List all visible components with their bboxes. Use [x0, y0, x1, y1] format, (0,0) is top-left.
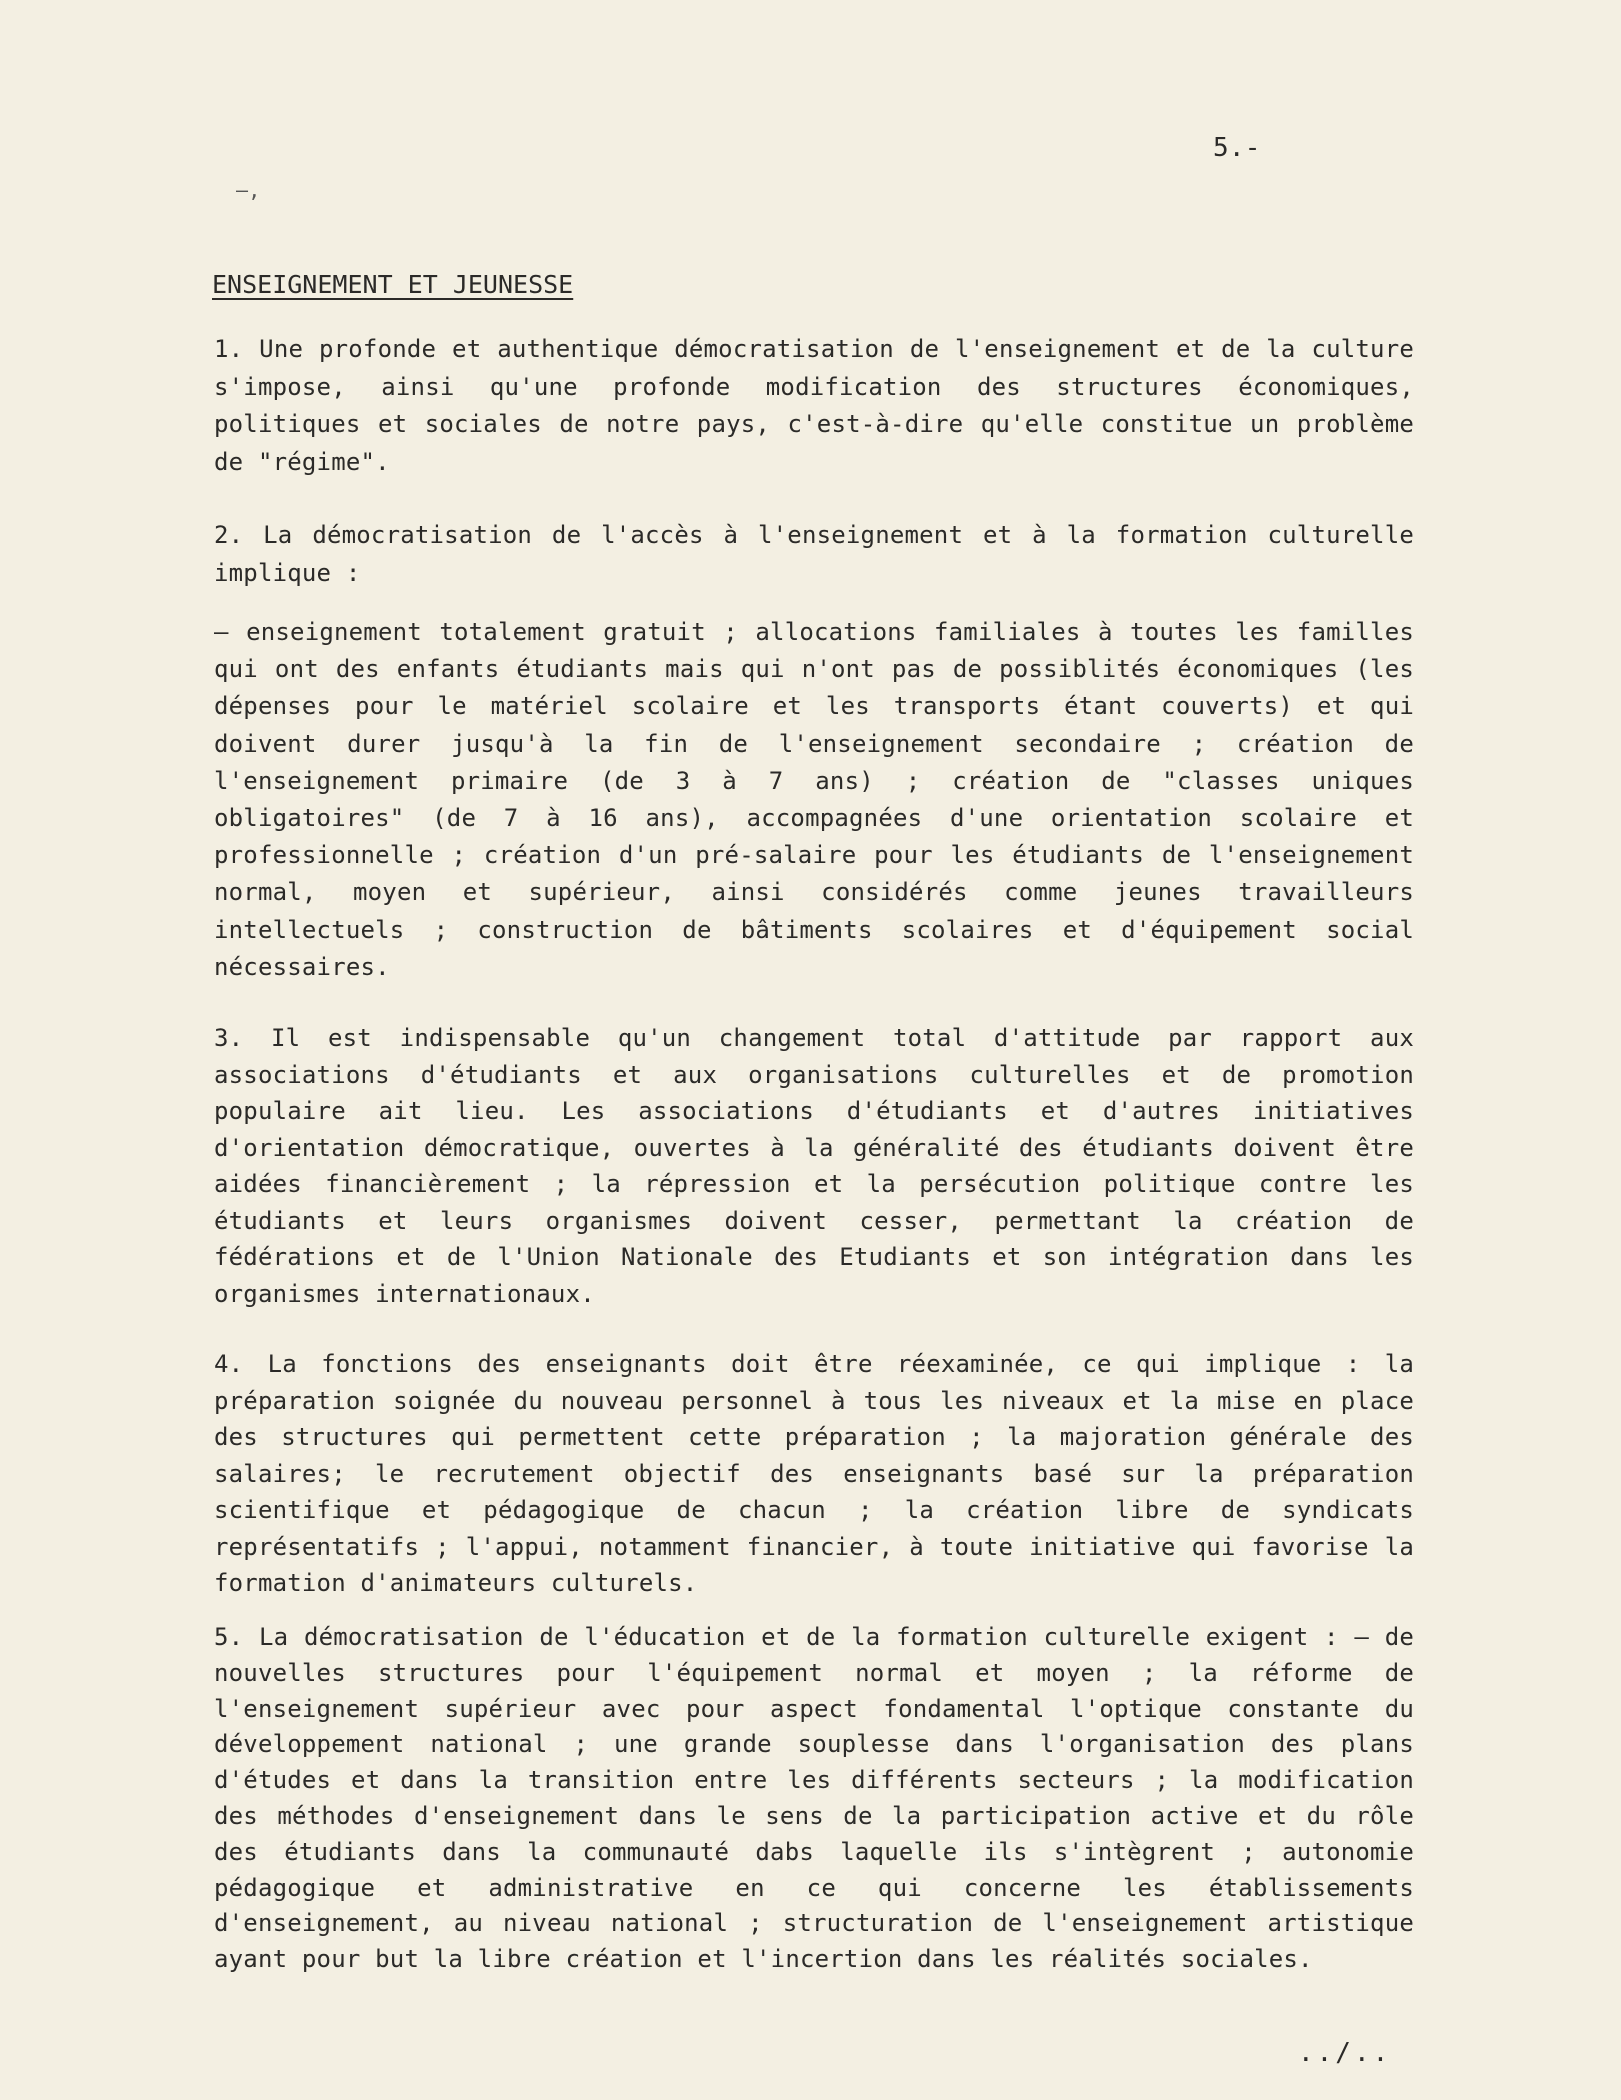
paragraph-5: 5. La démocratisation de l'éducation et de la formation culturelle exigent : – de nouvelles structures pour l'équipement normal et moyen ; la réforme de l'enseignement supérieur avec pour aspect fondamental l'optique constante du développement national ; une grande souplesse dans l'organisation des plans d'études et dans la transition entre les différents secteurs ; la modification des méthodes d'enseignement dans le sens de la participation active et du rôle des étudiants dans la communauté dabs laquelle ils s'intègrent ; autonomie pédagogique et administrative en ce qui concerne les établissements d'enseignement, au niveau national ; structuration de l'enseignement artistique ayant pour but la libre création et l'incertion dans les réalités sociales. [214, 1623, 1414, 1974]
page-number: 5.- [1213, 133, 1261, 163]
paragraph-2: 2. La démocratisation de l'accès à l'enseignement et à la formation culturelle implique : [214, 521, 1414, 587]
paragraph-3: 3. Il est indispensable qu'un changement total d'attitude par rapport aux associations d'étudiants et aux organisations culturelles et de promotion populaire ait lieu. Les associations d'étudiants et d'autres initiatives d'orientation démocratique, ouvertes à la généralité des étudiants doivent être aidées financièrement ; la répression et la persécution politique contre les étudiants et leurs organismes doivent cesser, permettant la création de fédérations et de l'Union Nationale des Etudiants et son intégration dans les organismes internationaux. [214, 1024, 1414, 1308]
continuation-mark: ../.. [1298, 2038, 1392, 2068]
paragraph-1: 1. Une profonde et authentique démocratisation de l'enseignement et de la culture s'impose, ainsi qu'une profonde modification des structures économiques, politiques et sociales de notre pays, c'est-à-dire qu'elle constitue un problème de "régime". [214, 335, 1414, 476]
paragraph-2-list: – enseignement totalement gratuit ; allocations familiales à toutes les familles qui ont des enfants étudiants mais qui n'ont pas de possiblités économiques (les dépenses pour le matériel scolaire et les transports étant couverts) et qui doivent durer jusqu'à la fin de l'enseignement secondaire ; création de l'enseignement primaire (de 3 à 7 ans) ; création de "classes uniques obligatoires" (de 7 à 16 ans), accompagnées d'une orientation scolaire et professionnelle ; création d'un pré-salaire pour les étudiants de l'enseignement normal, moyen et supérieur, ainsi considérés comme jeunes travailleurs intellectuels ; construction de bâtiments scolaires et d'équipement social nécessaires. [214, 618, 1414, 981]
section-heading: ENSEIGNEMENT ET JEUNESSE [212, 270, 574, 299]
paragraph-4: 4. La fonctions des enseignants doit être réexaminée, ce qui implique : la préparation soignée du nouveau personnel à tous les niveaux et la mise en place des structures qui permettent cette préparation ; la majoration générale des salaires; le recrutement objectif des enseignants basé sur la préparation scientifique et pédagogique de chacun ; la création libre de syndicats représentatifs ; l'appui, notamment financier, à toute initiative qui favorise la formation d'animateurs culturels. [214, 1350, 1414, 1597]
margin-mark: –, [236, 178, 261, 202]
